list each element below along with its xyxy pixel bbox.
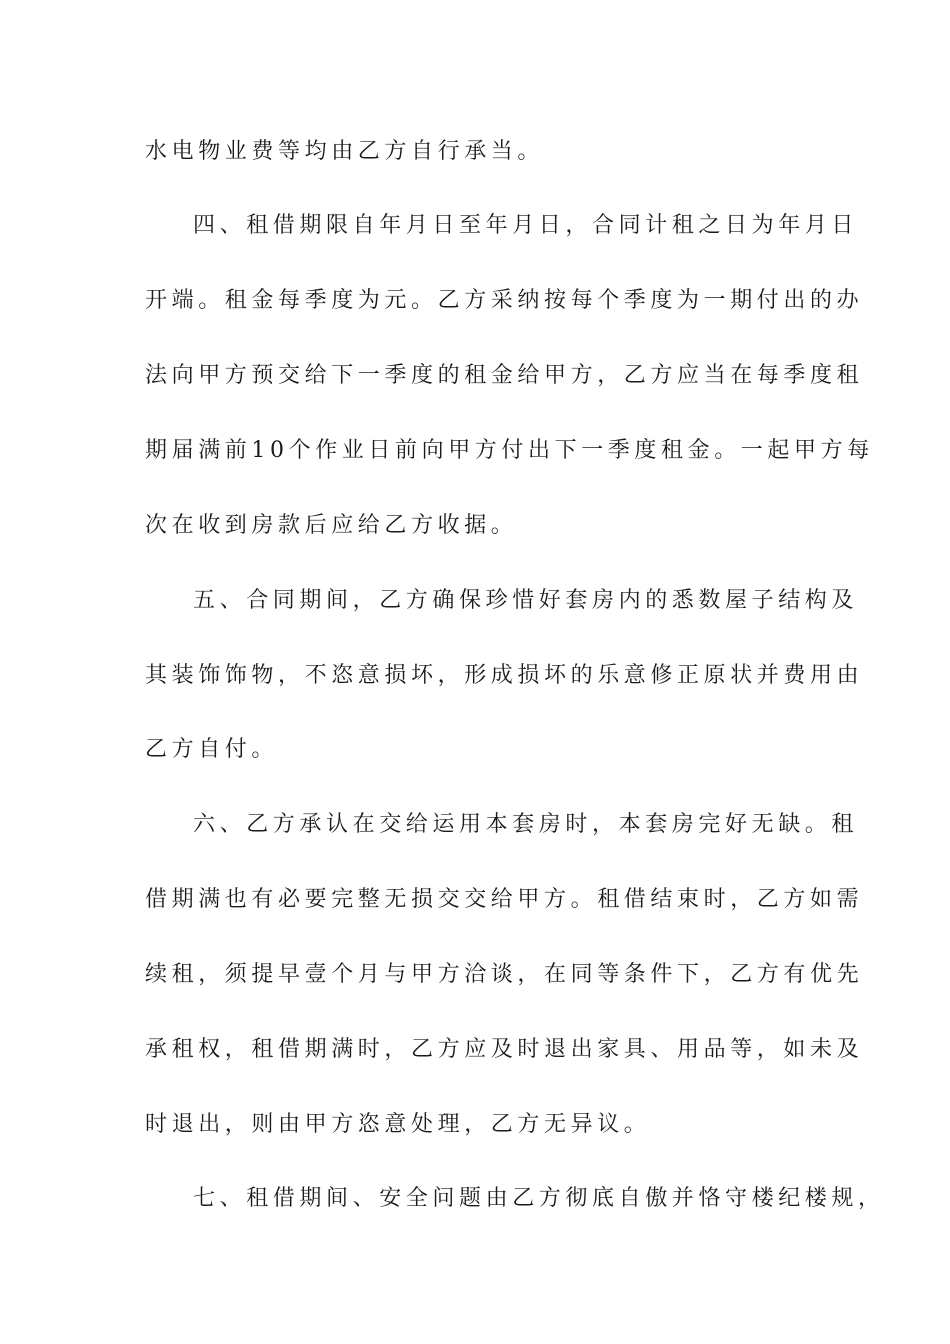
- text-line-8: 其装饰饰物，不恣意损坏，形成损坏的乐意修正原状并费用由: [145, 663, 864, 688]
- text-line-2: 四、租借期限自年月日至年月日，合同计租之日为年月日: [193, 213, 859, 238]
- text-line-1: 水电物业费等均由乙方自行承当。: [145, 139, 545, 164]
- text-line-7: 五、合同期间，乙方确保珍惜好套房内的悉数屋子结构及: [193, 588, 859, 613]
- text-line-13: 承租权，租借期满时，乙方应及时退出家具、用品等，如未及: [145, 1037, 864, 1062]
- text-line-12: 续租，须提早壹个月与甲方洽谈，在同等条件下，乙方有优先: [145, 962, 864, 987]
- text-line-15: 七、租借期间、安全问题由乙方彻底自傲并恪守楼纪楼规，: [193, 1186, 885, 1211]
- text-line-3: 开端。租金每季度为元。乙方采纳按每个季度为一期付出的办: [145, 288, 864, 313]
- text-line-11: 借期满也有必要完整无损交交给甲方。租借结束时，乙方如需: [145, 887, 864, 912]
- text-line-6: 次在收到房款后应给乙方收据。: [145, 513, 518, 538]
- text-line-9: 乙方自付。: [145, 737, 279, 762]
- text-line-14: 时退出，则由甲方恣意处理，乙方无异议。: [145, 1112, 651, 1137]
- text-line-10: 六、乙方承认在交给运用本套房时，本套房完好无缺。租: [193, 812, 859, 837]
- text-line-5: 期届满前10个作业日前向甲方付出下一季度租金。一起甲方每: [145, 438, 874, 463]
- text-line-4: 法向甲方预交给下一季度的租金给甲方，乙方应当在每季度租: [145, 363, 864, 388]
